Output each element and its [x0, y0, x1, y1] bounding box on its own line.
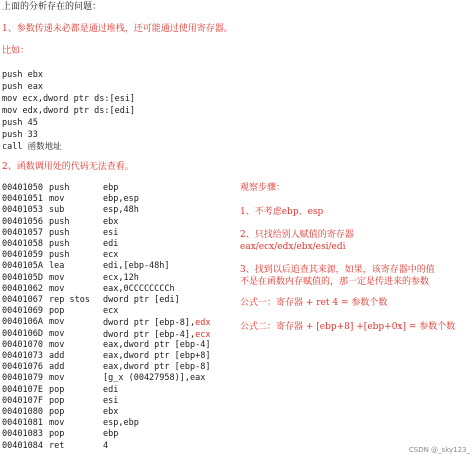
- asm-address: 00401080: [2, 407, 43, 417]
- asm-operand: esp,48h: [103, 205, 139, 216]
- code-line: mov edx,dword ptr ds:[edi]: [2, 106, 136, 116]
- intro-line: 上面的分析存在的问题：: [2, 2, 102, 12]
- asm-opcode: mov: [49, 418, 65, 429]
- asm-opcode: pop: [49, 429, 65, 440]
- asm-address: 00401079: [2, 373, 43, 384]
- asm-address: 00401056: [2, 216, 43, 227]
- asm-address: 0040105D: [2, 272, 43, 283]
- asm-row: [0, 429, 240, 440]
- asm-opcode: add: [49, 362, 65, 373]
- watermark: CSDN @_sky123_: [408, 446, 470, 454]
- asm-opcode: mov: [49, 283, 65, 294]
- asm-operand-text: dword ptr [ebp-4],: [103, 329, 196, 340]
- asm-operand: eax,dword ptr [ebp+8]: [103, 351, 211, 361]
- asm-address: 0040106D: [2, 328, 43, 339]
- asm-address: 00401050: [2, 183, 43, 193]
- asm-opcode: rep stos: [49, 295, 90, 305]
- asm-row: [0, 396, 240, 407]
- asm-opcode: mov: [49, 272, 65, 283]
- asm-row: [0, 362, 240, 373]
- asm-address: 00401067: [2, 295, 43, 305]
- asm-operand: ebp: [103, 183, 119, 193]
- asm-address: 0040106A: [2, 317, 43, 328]
- asm-row: [0, 183, 240, 194]
- asm-operand: ecx,12h: [103, 272, 139, 283]
- asm-row: [0, 418, 240, 429]
- asm-opcode: push: [49, 216, 70, 227]
- asm-operand: ecx: [103, 250, 119, 261]
- code-line: push 33: [2, 130, 38, 140]
- asm-opcode: sub: [49, 205, 65, 216]
- asm-operand: ebp,esp: [103, 194, 139, 205]
- asm-opcode: mov: [49, 317, 65, 328]
- asm-opcode: mov: [49, 373, 65, 384]
- code-line: call 函数地址: [2, 142, 62, 152]
- note-step-2: 2、只找给别人赋值的寄存器: [240, 230, 354, 240]
- asm-operand: 4: [103, 440, 109, 451]
- asm-opcode: pop: [49, 407, 65, 417]
- asm-operand: edi: [103, 384, 119, 395]
- asm-operand: eax,0CCCCCCCCh: [103, 283, 175, 294]
- asm-address: 00401062: [2, 283, 43, 294]
- asm-address: 00401083: [2, 429, 43, 440]
- problem-1: 1、参数传递未必都是通过堆栈，还可能通过使用寄存器。: [2, 24, 233, 34]
- asm-address: 00401053: [2, 205, 43, 216]
- problem-2: 2、函数调用处的代码无法查看。: [2, 162, 134, 172]
- asm-opcode: push: [49, 250, 70, 261]
- asm-row: [0, 373, 240, 384]
- asm-opcode: mov: [49, 339, 65, 350]
- asm-opcode: mov: [49, 194, 65, 205]
- formula-2: 公式二：寄存器 + [ebp+8] +[ebp+0x] = 参数个数: [240, 322, 456, 332]
- asm-operand-register: ecx: [195, 329, 211, 340]
- asm-address: 00401084: [2, 440, 43, 451]
- asm-opcode: mov: [49, 328, 65, 339]
- asm-row: [0, 217, 240, 228]
- asm-row: [0, 306, 240, 317]
- asm-operand: eax,dword ptr [ebp-4]: [103, 339, 211, 350]
- note-step-1: 1、不考虑ebp、esp: [240, 207, 324, 217]
- asm-address: 00401073: [2, 351, 43, 361]
- asm-operand: ebp: [103, 429, 119, 440]
- asm-address: 0040107F: [2, 395, 43, 406]
- example-label: 比如：: [2, 46, 30, 56]
- asm-address: 00401070: [2, 339, 43, 350]
- asm-row: [0, 317, 240, 328]
- note-step-3-line-1: 3、找到以后追查其来源，如果，该寄存器中的值: [240, 265, 435, 275]
- asm-address: 00401076: [2, 362, 43, 373]
- asm-row: [0, 194, 240, 205]
- asm-row: [0, 250, 240, 261]
- asm-opcode: ret: [49, 440, 65, 451]
- asm-address: 00401069: [2, 306, 43, 317]
- asm-operand: ebx: [103, 216, 119, 227]
- asm-address: 00401081: [2, 418, 43, 429]
- asm-operand: esi: [103, 227, 119, 238]
- asm-address: 00401051: [2, 194, 43, 205]
- asm-row: [0, 441, 240, 452]
- asm-operand: edi: [103, 239, 119, 249]
- asm-operand: [g_x (00427958)],eax: [103, 373, 206, 384]
- asm-row: [0, 205, 240, 216]
- asm-opcode: push: [49, 239, 70, 249]
- formula-1: 公式一：寄存器 + ret 4 = 参数个数: [240, 298, 388, 308]
- code-line: push 45: [2, 118, 38, 128]
- asm-operand: dword ptr [edi]: [103, 295, 180, 305]
- asm-opcode: push: [49, 183, 70, 193]
- asm-opcode: pop: [49, 395, 65, 406]
- asm-address: 0040107E: [2, 384, 43, 395]
- asm-row: [0, 385, 240, 396]
- asm-row: [0, 228, 240, 239]
- asm-opcode: push: [49, 227, 70, 238]
- asm-operand: esp,ebp: [103, 418, 139, 429]
- code-line: mov ecx,dword ptr ds:[esi]: [2, 94, 136, 104]
- note-step-2-registers: eax/ecx/edx/ebx/esi/edi: [240, 242, 346, 252]
- asm-operand: ecx: [103, 306, 119, 317]
- asm-row: [0, 340, 240, 351]
- asm-row: [0, 351, 240, 362]
- asm-address: 00401057: [2, 227, 43, 238]
- asm-row: [0, 295, 240, 306]
- asm-row: [0, 261, 240, 272]
- asm-address: 0040105A: [2, 261, 43, 272]
- asm-address: 00401059: [2, 250, 43, 261]
- asm-row: [0, 284, 240, 295]
- asm-opcode: add: [49, 351, 65, 361]
- code-line: push ebx: [2, 70, 43, 80]
- notes-title: 观察步骤：: [240, 183, 286, 193]
- asm-address: 00401058: [2, 239, 43, 249]
- asm-row: [0, 239, 240, 250]
- asm-row: [0, 407, 240, 418]
- asm-operand: edi,[ebp-48h]: [103, 261, 170, 272]
- asm-operand: esi: [103, 395, 119, 406]
- code-line: push eax: [2, 82, 43, 92]
- asm-opcode: pop: [49, 306, 65, 317]
- asm-opcode: pop: [49, 384, 65, 395]
- asm-row: [0, 329, 240, 340]
- asm-operand-text: dword ptr [ebp-8],: [103, 318, 196, 329]
- asm-opcode: lea: [49, 261, 65, 272]
- asm-operand: eax,dword ptr [ebp-8]: [103, 362, 211, 373]
- note-step-3-line-2: 不是在函数内存赋值的，那一定是传进来的参数: [240, 277, 430, 287]
- asm-row: [0, 273, 240, 284]
- asm-operand-register: edx: [195, 318, 211, 329]
- asm-operand: ebx: [103, 407, 119, 417]
